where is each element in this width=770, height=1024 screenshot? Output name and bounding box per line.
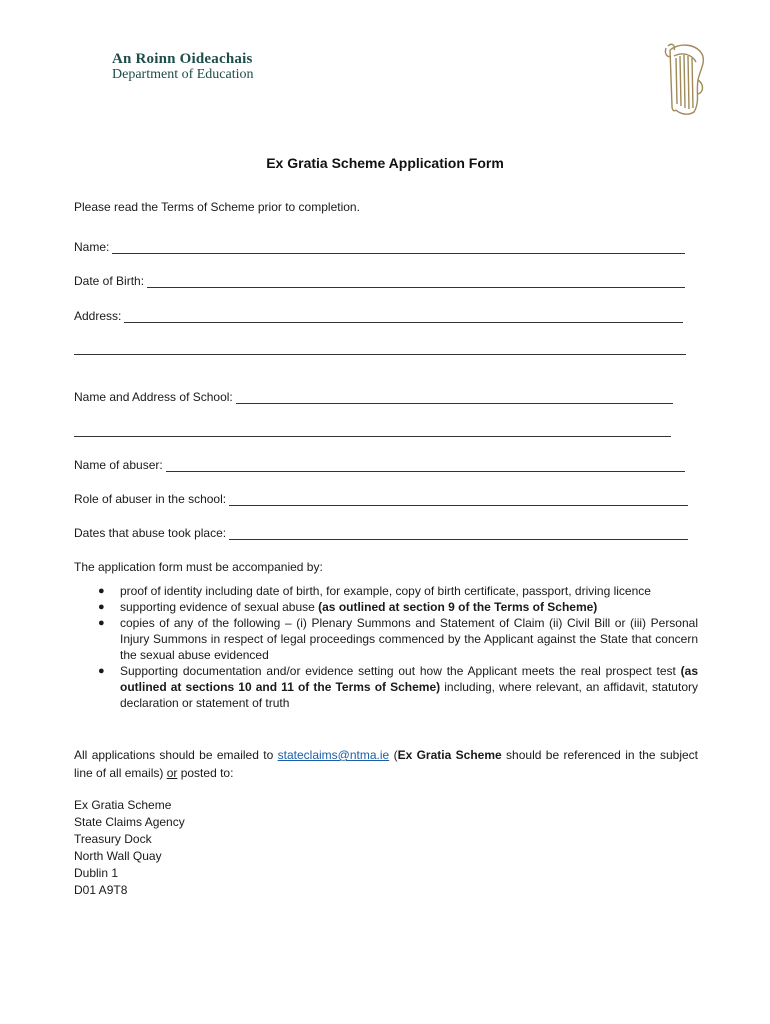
address-label: Address: [74,309,122,323]
submission-text: ( [389,748,398,762]
dates-field[interactable] [74,524,688,540]
abuser-field[interactable] [74,456,685,472]
list-item-text: Supporting documentation and/or evidence setting out how the Applicant meets the real prospect test [120,664,681,678]
list-item-text: proof of identity including date of birth, for example, copy of birth certificate, passport, driving licence [120,584,651,598]
intro-text: Please read the Terms of Scheme prior to completion. [74,200,360,214]
dept-english-name: Department of Education [112,67,254,82]
postal-address [74,797,185,899]
submission-text: All applications should be emailed to [74,748,278,762]
dob-field[interactable] [74,272,685,288]
school-label: Name and Address of School: [74,390,233,404]
list-item-bold-text: (as outlined at sections 10 and 11 of the Terms of Scheme) [120,664,698,694]
address-line: D01 A9T8 [74,883,128,897]
address-line: North Wall Quay [74,849,162,863]
abuser-label: Name of abuser: [74,458,163,472]
dates-label: Dates that abuse took place: [74,526,227,540]
list-item-text: supporting evidence of sexual abuse [120,600,319,614]
list-item-bold-text: (as outlined at section 9 of the Terms of Scheme) [318,600,598,614]
address-line: Ex Gratia Scheme [74,798,172,812]
submission-text: posted to: [177,766,234,780]
email-link[interactable]: stateclaims@ntma.ie [277,748,390,762]
address-line: State Claims Agency [74,815,185,829]
role-field[interactable] [74,490,688,506]
address-input-line-2[interactable] [74,354,686,355]
list-item [74,615,698,663]
department-logo-text [112,52,254,82]
list-item [74,663,698,711]
bullet-icon: ● [98,665,105,677]
or-underlined: or [166,766,178,780]
school-input-line-2[interactable] [74,436,671,437]
list-item [74,583,698,599]
bullet-icon: ● [98,617,105,629]
list-item [74,599,698,615]
dob-label: Date of Birth: [74,274,145,288]
name-label: Name: [74,240,110,254]
scheme-reference-bold: Ex Gratia Scheme [397,748,502,762]
address-field[interactable] [74,307,683,323]
requirements-list [74,583,698,711]
school-field[interactable] [74,388,673,404]
list-item-text: including, where relevant, an affidavit, statutory declaration or statement of truth [120,680,698,710]
dept-irish-name: An Roinn Oideachais [112,51,253,67]
accompanied-heading: The application form must be accompanied by: [74,560,323,574]
role-input-line[interactable] [229,494,688,506]
form-title: Ex Gratia Scheme Application Form [266,155,504,171]
name-field[interactable] [74,238,685,254]
list-item-text: copies of any of the following – (i) Plenary Summons and Statement of Claim (ii) Civil Bill or (iii) Personal Injury Summons in respect of legal proceedings commenced by the Applicant against the State that concern the sexual abuse evidenced [120,616,698,662]
address-line: Treasury Dock [74,832,152,846]
school-input-line[interactable] [236,392,673,404]
dob-input-line[interactable] [147,276,685,288]
address-line: Dublin 1 [74,866,119,880]
bullet-icon: ● [98,585,105,597]
role-label: Role of abuser in the school: [74,492,227,506]
address-input-line[interactable] [124,311,683,323]
bullet-icon: ● [98,601,105,613]
dates-input-line[interactable] [229,528,688,540]
harp-crest-icon [660,40,708,118]
submission-text: should be referenced in the subject line of all emails) [74,748,698,780]
submission-paragraph [74,746,698,782]
name-input-line[interactable] [112,242,685,254]
abuser-input-line[interactable] [166,460,685,472]
